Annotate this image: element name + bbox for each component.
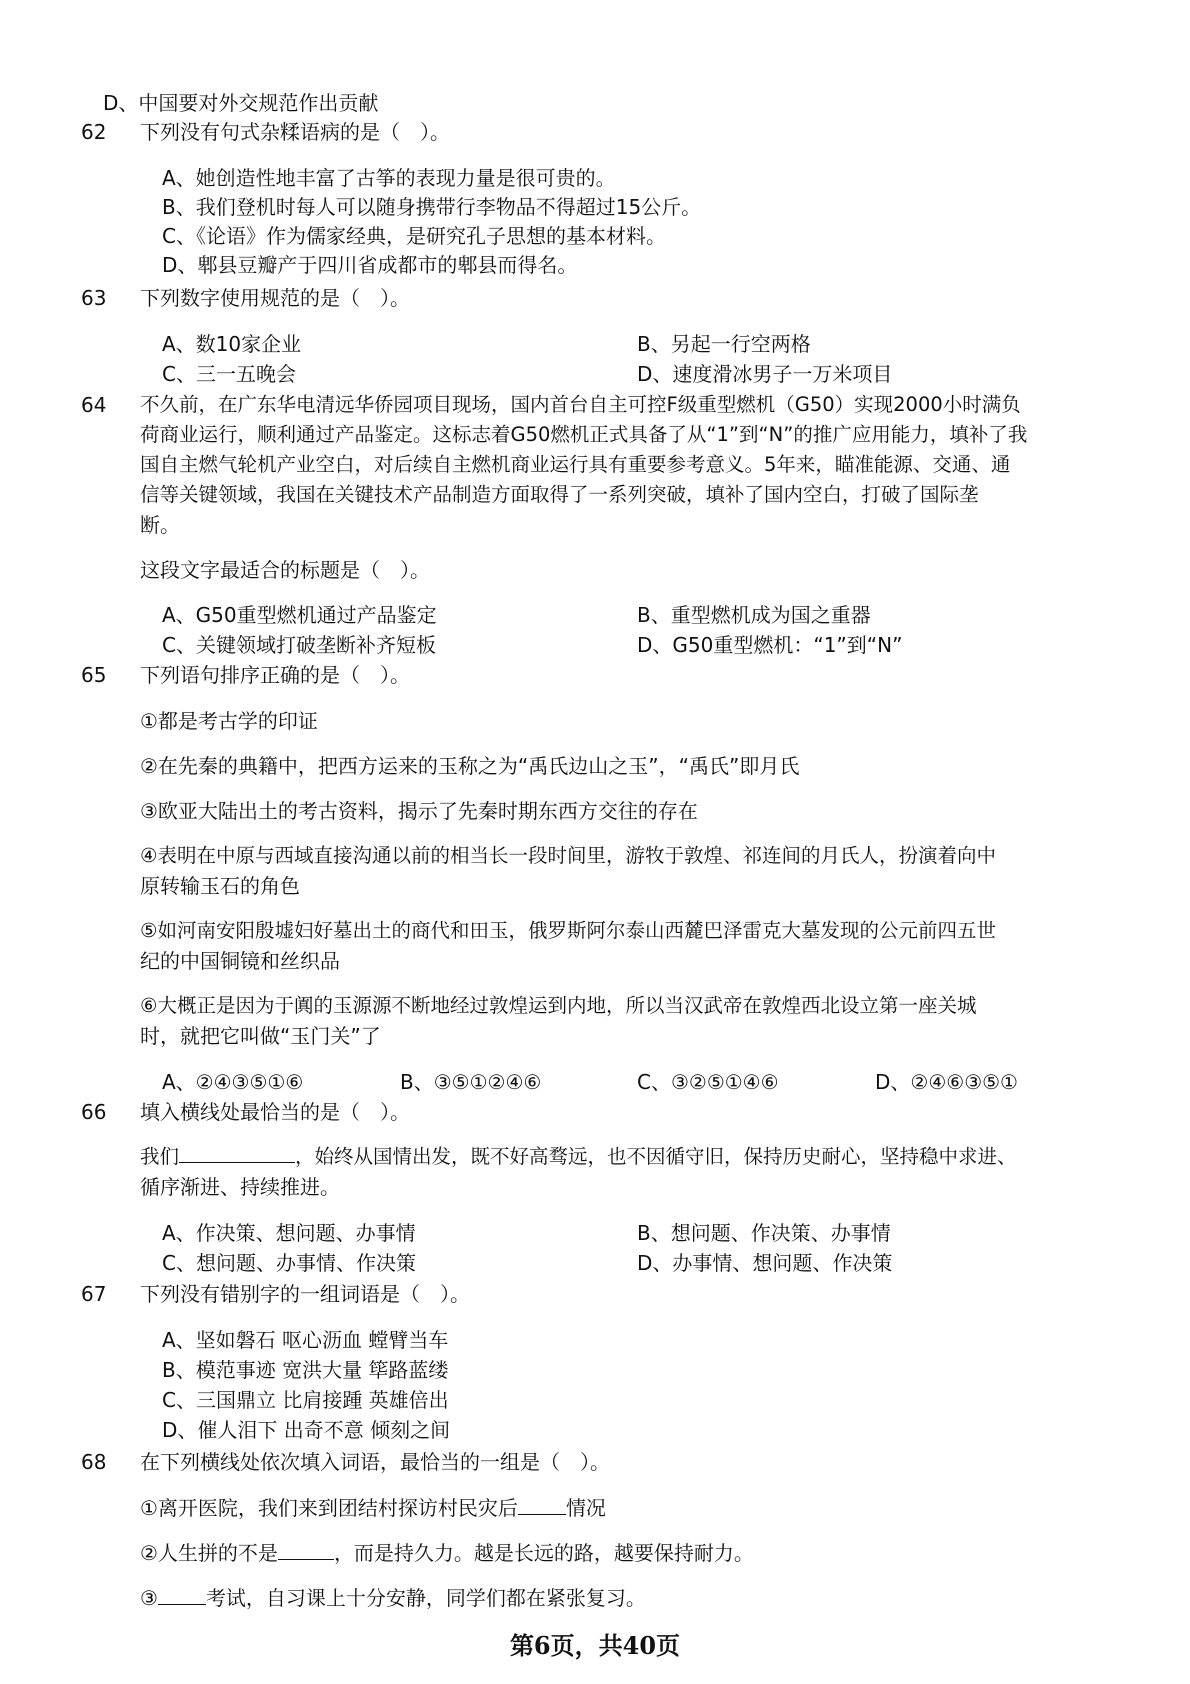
option-c: C、三一五晚会 — [162, 362, 296, 386]
sentence-2 — [140, 1539, 754, 1567]
sentence-1: ①都是考古学的印证 — [140, 709, 318, 733]
option-a: A、坚如磐石 呕心沥血 螳臂当车 — [162, 1328, 449, 1352]
question-stem: 填入横线处最恰当的是（ ）。 — [140, 1100, 410, 1124]
question-stem: 下列没有句式杂糅语病的是（ ）。 — [140, 120, 450, 144]
sentence-1-pre: ①离开医院，我们来到团结村探访村民灾后 — [140, 1496, 518, 1520]
sentence-2: ②在先秦的典籍中，把西方运来的玉称之为“禹氏边山之玉”，“禹氏”即月氏 — [140, 754, 800, 778]
fill-blank — [518, 1496, 566, 1515]
passage-line: 断。 — [140, 513, 180, 537]
page-number: 第6页，共40页 — [509, 1631, 681, 1660]
option-a: A、②④③⑤①⑥ — [162, 1070, 304, 1094]
question-stem: 下列没有错别字的一组词语是（ ）。 — [140, 1282, 470, 1306]
sentence-5-cont: 纪的中国铜镜和丝织品 — [140, 949, 340, 973]
sentence-3 — [140, 1584, 646, 1612]
sentence-4: ④表明在中原与西域直接沟通以前的相当长一段时间里，游牧于敦煌、祁连间的月氏人，扮演着向中 — [140, 844, 996, 867]
sentence-6-cont: 时，就把它叫做“玉门关”了 — [140, 1024, 381, 1048]
option-b: B、重型燃机成为国之重器 — [637, 603, 871, 627]
option-a: A、作决策、想问题、办事情 — [162, 1221, 416, 1245]
option-d: D、G50重型燃机：“1”到“N” — [637, 633, 903, 657]
sentence-3: ③欧亚大陆出土的考古资料，揭示了先秦时期东西方交往的存在 — [140, 799, 698, 823]
passage-line: 信等关键领域，我国在关键技术产品制造方面取得了一系列突破，填补了国内空白，打破了国际垄 — [140, 483, 979, 506]
question-stem: 下列语句排序正确的是（ ）。 — [140, 663, 410, 687]
passage-line: 荷商业运行，顺利通过产品鉴定。这标志着G50燃机正式具备了从“1”到“N”的推广应用能力，填补了我 — [140, 423, 1028, 446]
sentence-4-cont: 原转输玉石的角色 — [140, 874, 300, 898]
fill-text — [140, 1143, 1017, 1171]
option-d: D、②④⑥③⑤① — [875, 1070, 1018, 1094]
option-d: D、催人泪下 出奇不意 倾刻之间 — [162, 1418, 451, 1442]
question-number: 63 — [81, 286, 107, 310]
sentence-1-post: 情况 — [565, 1496, 606, 1520]
option-d: D、办事情、想问题、作决策 — [637, 1251, 893, 1275]
passage-line: 国自主燃气轮机产业空白，对后续自主燃机商业运行具有重要参考意义。5年来，瞄准能源、交通、通 — [140, 453, 1011, 476]
option-a: A、数10家企业 — [162, 332, 302, 356]
sentence-3-post: 考试，自习课上十分安静，同学们都在紧张复习。 — [205, 1586, 646, 1610]
option-c: C、③②⑤①④⑥ — [637, 1070, 779, 1094]
question-number: 62 — [81, 120, 107, 144]
fill-text-cont: 循序渐进、持续推进。 — [140, 1175, 340, 1199]
fill-blank — [179, 1144, 295, 1163]
sentence-6: ⑥大概正是因为于阗的玉源源不断地经过敦煌运到内地，所以当汉武帝在敦煌西北设立第一座关城 — [140, 994, 977, 1017]
question-number: 66 — [81, 1100, 107, 1124]
fill-text-post: ，始终从国情出发，既不好高骛远，也不因循守旧，保持历史耐心，坚持稳中求进、 — [295, 1145, 1017, 1168]
option-b: B、想问题、作决策、办事情 — [637, 1221, 891, 1245]
option-a: A、G50重型燃机通过产品鉴定 — [162, 603, 437, 627]
sentence-2-post: ，而是持久力。越是长远的路，越要保持耐力。 — [333, 1541, 754, 1565]
option-c: C、三国鼎立 比肩接踵 英雄倍出 — [162, 1388, 449, 1412]
sentence-5: ⑤如河南安阳殷墟妇好墓出土的商代和田玉，俄罗斯阿尔泰山西麓巴泽雷克大墓发现的公元前四五世 — [140, 919, 996, 942]
passage-line: 不久前，在广东华电清远华侨园项目现场，国内首台自主可控F级重型燃机（G50）实现2000小时满负 — [140, 393, 1021, 416]
option-b: B、我们登机时每人可以随身携带行李物品不得超过15公斤。 — [162, 195, 702, 219]
sentence-3-pre: ③ — [140, 1586, 158, 1610]
question-stem: 这段文字最适合的标题是（ ）。 — [140, 558, 430, 582]
question-stem: 在下列横线处依次填入词语，最恰当的一组是（ ）。 — [140, 1450, 610, 1474]
option-d-prev: D、中国要对外交规范作出贡献 — [103, 91, 379, 115]
option-b: B、另起一行空两格 — [637, 332, 811, 356]
question-number: 67 — [81, 1282, 107, 1306]
option-d: D、郫县豆瓣产于四川省成都市的郫县而得名。 — [162, 253, 578, 277]
option-c: C、关键领域打破垄断补齐短板 — [162, 633, 436, 657]
sentence-1 — [140, 1494, 606, 1522]
option-a: A、她创造性地丰富了古筝的表现力量是很可贵的。 — [162, 166, 616, 190]
question-number: 65 — [81, 663, 107, 687]
question-stem: 下列数字使用规范的是（ ）。 — [140, 286, 410, 310]
option-c: C、《论语》作为儒家经典，是研究孔子思想的基本材料。 — [162, 224, 666, 248]
fill-blank — [278, 1541, 334, 1560]
option-b: B、③⑤①②④⑥ — [400, 1070, 542, 1094]
sentence-2-pre: ②人生拼的不是 — [140, 1541, 278, 1565]
question-number: 64 — [81, 393, 107, 417]
question-number: 68 — [81, 1450, 107, 1474]
fill-text-pre: 我们 — [140, 1145, 180, 1168]
fill-blank — [158, 1586, 206, 1605]
option-b: B、模范事迹 宽洪大量 筚路蓝缕 — [162, 1358, 449, 1382]
option-c: C、想问题、办事情、作决策 — [162, 1251, 416, 1275]
option-d: D、速度滑冰男子一万米项目 — [637, 362, 893, 386]
